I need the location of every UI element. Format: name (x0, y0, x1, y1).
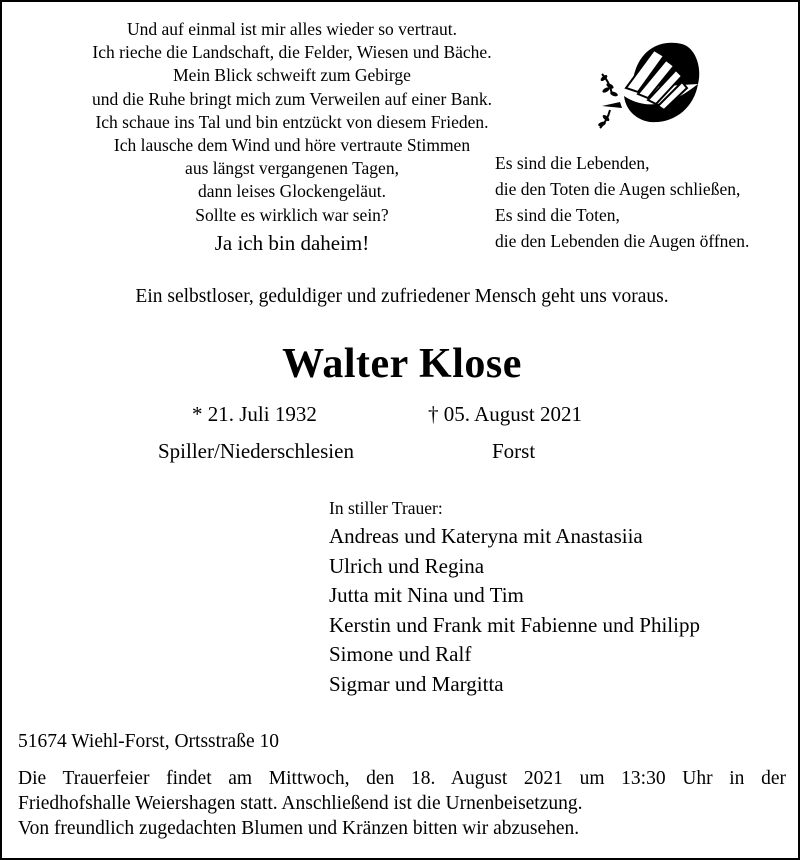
poem-line: Mein Blick schweift zum Gebirge (173, 65, 411, 86)
notice-line: Friedhofshalle Weiershagen statt. Anschließend ist die Urnenbeisetzung. (18, 793, 583, 814)
poem-line: dann leises Glockengeläut. (197, 181, 387, 202)
poem-line: aus längst vergangenen Tagen, (185, 158, 399, 179)
dove-with-olive-branch-icon (594, 34, 704, 134)
poem-line: Ich rieche die Landschaft, die Felder, Wiesen und Bäche. (92, 42, 492, 63)
birth-date: * 21. Juli 1932 (192, 402, 317, 426)
quote-line: Es sind die Toten, (495, 205, 620, 225)
poem-line: und die Ruhe bringt mich zum Verweilen auf einer Bank. (91, 88, 493, 109)
mourners (329, 498, 700, 700)
deceased-name: Walter Klose (282, 341, 522, 387)
quote-line: die den Toten die Augen schließen, (495, 179, 741, 199)
poem-line: Sollte es wirklich war sein? (195, 204, 389, 225)
mourner: Sigmar und Margitta (329, 671, 504, 696)
notice-line: Von freundlich zugedachten Blumen und Kränzen bitten wir abzusehen. (18, 818, 580, 839)
mourner: Jutta mit Nina und Tim (329, 583, 524, 608)
deathplace: Forst (492, 439, 536, 463)
mourners-intro: In stiller Trauer: (329, 498, 443, 518)
notice-line: Die Trauerfeier findet am Mittwoch, den 18. August 2021 um 13:30 Uhr in der (18, 768, 786, 789)
poem-closing-line: Ja ich bin daheim! (214, 230, 370, 255)
family-address: 51674 Wiehl-Forst, Ortsstraße 10 (18, 731, 279, 752)
quote-line: die den Lebenden die Augen öffnen. (495, 231, 750, 251)
death-date: † 05. August 2021 (428, 402, 583, 426)
mourner: Simone und Ralf (329, 642, 472, 667)
mourner: Ulrich und Regina (329, 553, 485, 578)
poem (22, 18, 562, 255)
poem-line: Und auf einmal ist mir alles wieder so vertraut. (127, 19, 457, 39)
poem-line: Ich lausche dem Wind und höre vertraute Stimmen (113, 135, 471, 156)
birthplace: Spiller/Niederschlesien (158, 439, 354, 463)
mourner: Kerstin und Frank mit Fabienne und Philipp (329, 612, 700, 637)
mourner: Andreas und Kateryna mit Anastasiia (329, 524, 643, 548)
motto: Ein selbstloser, geduldiger und zufriedener Mensch geht uns voraus. (135, 286, 669, 307)
quote (495, 150, 749, 254)
quote-line: Es sind die Lebenden, (495, 153, 650, 173)
funeral-notice (18, 766, 786, 841)
poem-line: Ich schaue ins Tal und bin entzückt von diesem Frieden. (95, 111, 489, 132)
